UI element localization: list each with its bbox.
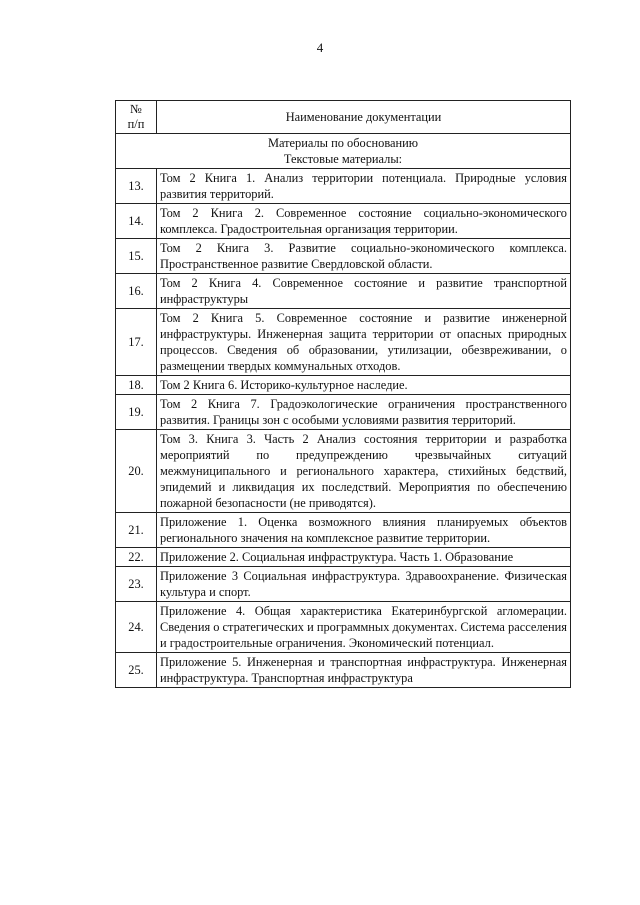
header-number-symbol: № bbox=[130, 102, 142, 116]
row-document-name: Том 2 Книга 3. Развитие социально-экономического комплекса. Пространственное развитие Свердловской области. bbox=[157, 239, 571, 274]
row-number: 21. bbox=[116, 513, 157, 548]
row-number: 20. bbox=[116, 430, 157, 513]
row-document-name: Том 3. Книга 3. Часть 2 Анализ состояния территории и разработка мероприятий по предупреждению чрезвычайных ситуаций межмуниципального и регионального характера, стихийных бедствий, эпидемий и ликвидация их последствий. Мероприятия по обеспечению пожарной безопасности (не приводятся). bbox=[157, 430, 571, 513]
page-number: 4 bbox=[316, 40, 324, 55]
row-document-name: Приложение 4. Общая характеристика Екатеринбургской агломерации. Сведения о стратегических и программных документах. Система расселения и градостроительные ограничения. Экономический потенциал. bbox=[157, 602, 571, 653]
section-title: Материалы по обоснованию bbox=[267, 136, 419, 150]
row-number: 17. bbox=[116, 309, 157, 376]
header-name-cell: Наименование документации bbox=[157, 101, 571, 134]
section-cell bbox=[116, 134, 571, 169]
row-number: 14. bbox=[116, 204, 157, 239]
table-row bbox=[116, 395, 571, 430]
row-number: 24. bbox=[116, 602, 157, 653]
header-number-abbrev: п/п bbox=[127, 117, 145, 131]
table-row bbox=[116, 309, 571, 376]
table-body bbox=[116, 169, 571, 688]
row-document-name: Том 2 Книга 4. Современное состояние и развитие транспортной инфраструктуры bbox=[157, 274, 571, 309]
table-row bbox=[116, 548, 571, 567]
row-document-name: Том 2 Книга 5. Современное состояние и развитие инженерной инфраструктуры. Инженерная защита территории от опасных природных процессов. Сведения об образовании, утилизации, обезвреживании, о размещении твердых коммунальных отходов. bbox=[157, 309, 571, 376]
table-row bbox=[116, 513, 571, 548]
row-number: 22. bbox=[116, 548, 157, 567]
section-subtitle: Текстовые материалы: bbox=[283, 152, 403, 166]
table-row bbox=[116, 239, 571, 274]
row-number: 18. bbox=[116, 376, 157, 395]
row-number: 15. bbox=[116, 239, 157, 274]
table-row bbox=[116, 274, 571, 309]
row-document-name: Приложение 1. Оценка возможного влияния планируемых объектов регионального значения на комплексное развитие территории. bbox=[157, 513, 571, 548]
row-document-name: Том 2 Книга 1. Анализ территории потенциала. Природные условия развития территорий. bbox=[157, 169, 571, 204]
table-row bbox=[116, 653, 571, 688]
row-number: 25. bbox=[116, 653, 157, 688]
row-number: 19. bbox=[116, 395, 157, 430]
row-document-name: Приложение 5. Инженерная и транспортная инфраструктура. Инженерная инфраструктура. Транспортная инфраструктура bbox=[157, 653, 571, 688]
table-row bbox=[116, 204, 571, 239]
row-number: 13. bbox=[116, 169, 157, 204]
table-row bbox=[116, 430, 571, 513]
table-row bbox=[116, 376, 571, 395]
row-number: 23. bbox=[116, 567, 157, 602]
documentation-table bbox=[115, 100, 571, 688]
row-document-name: Том 2 Книга 6. Историко-культурное наследие. bbox=[157, 376, 571, 395]
row-document-name: Том 2 Книга 2. Современное состояние социально-экономического комплекса. Градостроительная организация территории. bbox=[157, 204, 571, 239]
row-number: 16. bbox=[116, 274, 157, 309]
table-row bbox=[116, 602, 571, 653]
table-header-row bbox=[116, 101, 571, 134]
header-number-cell bbox=[116, 101, 157, 134]
section-row bbox=[116, 134, 571, 169]
row-document-name: Приложение 2. Социальная инфраструктура. Часть 1. Образование bbox=[157, 548, 571, 567]
table-row bbox=[116, 169, 571, 204]
table-row bbox=[116, 567, 571, 602]
row-document-name: Приложение 3 Социальная инфраструктура. Здравоохранение. Физическая культура и спорт. bbox=[157, 567, 571, 602]
row-document-name: Том 2 Книга 7. Градоэкологические ограничения пространственного развития. Границы зон с особыми условиями развития территорий. bbox=[157, 395, 571, 430]
